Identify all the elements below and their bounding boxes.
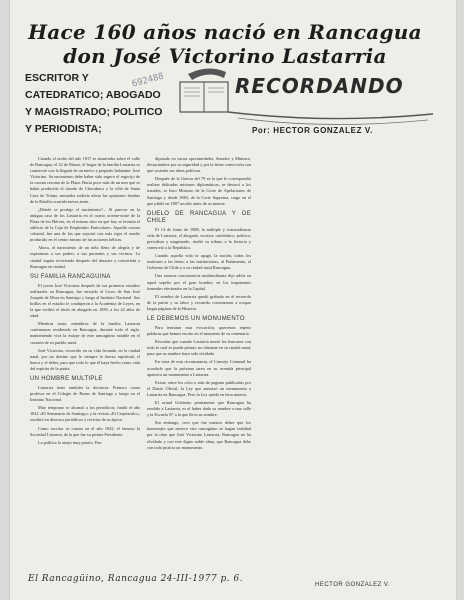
paragraph: diputado en varias oportunidades, Senador y Ministro, destacándose por su seguridad y por la firme convicción con que sostenía sus ideas políticas. — [147, 156, 251, 174]
logo-text: RECORDANDO — [235, 74, 404, 98]
paragraph: Una enorme concurrencia multitudinaria dijo adiós en aquel sepelio por el gran hombre, en los imponentes funerales efectuados en la Capital. — [147, 273, 251, 291]
paragraph: La política lo atrajo muy pronto. Fue — [38, 439, 102, 445]
byline: Por: HECTOR GONZALEZ V. — [252, 126, 373, 135]
paragraph: Cuando el otoño del año 1817 se anunciaba sobre el valle de Rancagua, el 22 de Marzo, el hogar de la familia Lastarria se conmovió con la llegada de un nuevo y pequeño habitante: José Victorino. Su nacimiento debe haber sido seguro el regocijo de la casona cercana de la Plaza. Hacía poco más de un mes que se había producido el triunfo de Chacabuco y la villa de Santa Cruz de Triana, mostraba todavía alerta las opiniones heridas de la Batalla ocurrida meses antes. — [30, 156, 140, 204]
paragraph: ¿Dónde se produjo el nacimiento?... Al parecer en la antigua casa de los Lastarria en el cuarto oriente-norte de la Plaza de los Héroes, en el mismo sitio en que hoy se levanta el edificio de la Caja de Empleados Particulares. Aquella casona colonial, fue una de las que soportó con más rigor el asedio producido en el centro mismo de las acciones bélicas. — [30, 206, 140, 243]
paragraph: José Victorino, recorrido en su vida fecunda, en la ciudad natal, por un destino que le siempre la fuerza espiritual, el honor y el deber, para que todo lo que él haya hecho como vida del espíritu de la patria. — [30, 347, 140, 371]
paragraph: El actual Gobierno permanente que Rancagua ha rendido a Lastarria, es el haber dado su nombre a una calle y la Escuela N° a la que lleva su nombre. — [147, 400, 251, 418]
paragraph: En vista de esta circunstancia, el Concejo Comunal ha acordado que la próxima tarea en su avenida principal aparezca un monumento a Lastarria. — [147, 359, 251, 377]
paragraph: Mientras tanto, miembros de la familia Lastarria continuaron residiendo en Rancagua, durante todo el siglo, manteniendo viva la estirpe de este rancagüino notable en el corazón de su pueblo natal. — [30, 321, 140, 345]
article-subtitle: ESCRITOR Y CATEDRATICO; ABOGADO Y MAGISTRADO; POLITICO Y PERIODISTA; — [25, 72, 163, 135]
paragraph: El 14 de Junio de 1888, la múltiple y extraordinaria vida de Lastarria, el abogado, escritor, catedrático, político, periodista y magistrado, rindió su tributo a la historia y conmovió a la República. — [147, 226, 251, 251]
archive-stamp: 692488 — [131, 71, 165, 90]
section-heading: UN HOMBRE MULTIPLE — [30, 376, 103, 382]
paragraph: Lastarria tiene también la docencia. Primero como profesor en el Colegio de Romo de Santiago y luego en el Instituto Nacional. — [30, 385, 140, 403]
section-heading: DUELO DE RANCAGUA Y DE CHILE — [147, 210, 251, 224]
handwritten-source-note: El Rancagüino, Rancagua 24-III-1977 p. 6. — [28, 574, 244, 584]
paragraph: Sin embargo, creo que fue nuestro deber que los homenajes que merece este rancagüino se hagan realidad por la obra que José Victorino Lastarria, Rancagua no ha olvidado y con este digno noble alma, que Rancagua debe con toda justicia un monumento. — [147, 420, 251, 450]
paragraph: El nombre de Lastarria quedó grabado en el recuerdo de la patria y su labor y recuerdo comenzaron a ocupar largas páginas de la Historia. — [147, 293, 251, 311]
paragraph: Recordar que cuando Lastarria murió los honraron con todo lo cual se puede pensar; no obstante en su ciudad natal, para que su nombre haya sido olvidado. — [147, 339, 251, 357]
column-2 — [147, 156, 251, 453]
paragraph: Después de la Guerra del 79 es la que le correspondió realizar delicadas misiones diplomáticas, se destacó a los tratados, se hizo Ministro de la Corte de Apelaciones de Santiago y desde 1883, de la Corte Suprema, cargo en el que jubiló en 1887 un año antes de su muerte. — [147, 176, 251, 206]
paragraph: Como escritor se cuenta en el año 1842, el famoso la Sociedad Literaria, de la que fue su primer Presidente. — [30, 425, 140, 437]
paragraph: Para terminar esta evocación, queremos repetir palabras que hemos escrito en el momento de su centenario. — [147, 324, 251, 337]
author-signature: HECTOR GONZALEZ V. — [315, 582, 391, 588]
column-1 — [30, 156, 140, 448]
paragraph: Existe, entre los ocho o más de paginas publicadas por el Diario Oficial, la Ley que autorizó un monumento a Lastarria en Rancagua. Pero la Ley quedó en letra muerta. — [147, 379, 251, 397]
paragraph: Muy temprano se alcanzó a los periódicos; fundó el año 1842 «El Semanario de Santiago» y la revista «El Crepúsculo»; escribió en diversos periódicos y revistas de su época. — [30, 405, 140, 423]
article-title: Hace 160 años nació en Rancagua don José Victorino Lastarria — [28, 20, 422, 68]
paragraph: Ahora, el nacimiento de un niño lleno de alegría y de esperanzas a sus padres, a sus parientes y sus vecinos. La ciudad seguía reviviendo después del desastre y convertida a Rancagua en ciudad. — [30, 245, 140, 269]
paragraph: El joven José Victorino después de sus primeros estudios realizados en Rancagua, fue enviado al Liceo de San José Joaquín de Mora en Santiago y luego al Instituto Nacional. Sus brillos en el estudio le condujeron a la Academia de Leyes, en la que recibió el título de abogado en 1839, a los 22 años de edad. — [30, 282, 140, 319]
paragraph: Cuando aquella vida se apagó, la nación, todos los institutos a las letras, a las instituciones, al Parlamento, al Gobierno de Chile y a su ciudad natal Rancagua. — [147, 253, 251, 271]
section-heading: SU FAMILIA RANCAGUINA — [30, 273, 111, 280]
section-heading: LE DEBEMOS UN MONUMENTO — [147, 315, 245, 322]
